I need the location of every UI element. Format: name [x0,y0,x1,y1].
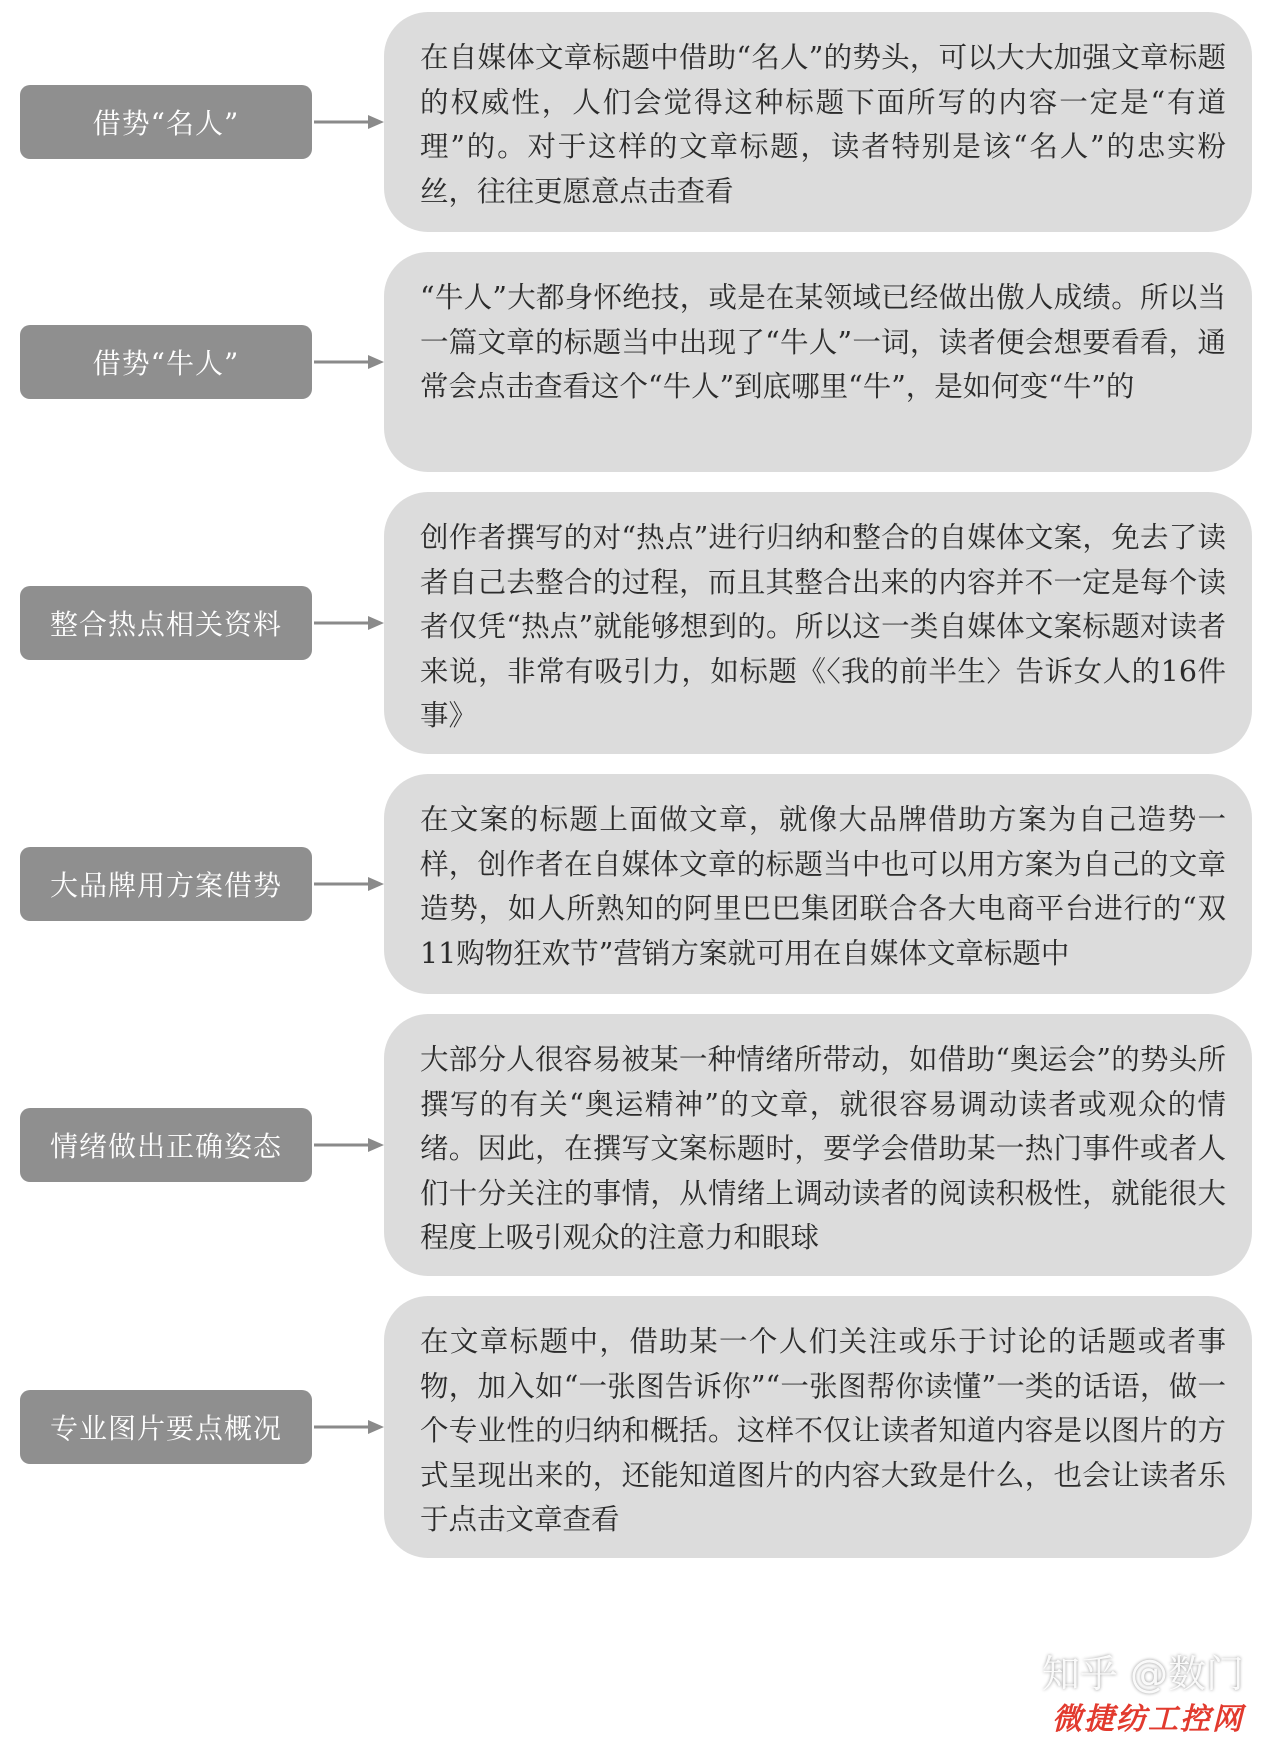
category-label: 借势“牛人” [20,325,312,399]
diagram-row-5 [0,1014,1280,1276]
arrow-right-icon [314,112,386,132]
arrow-right-icon [314,352,386,372]
category-label: 专业图片要点概况 [20,1390,312,1464]
arrow-right-icon [314,1417,386,1437]
description-box: 创作者撰写的对“热点”进行归纳和整合的自媒体文案，免去了读者自己去整合的过程，而且其整合出来的内容并不一定是每个读者仅凭“热点”就能够想到的。所以这一类自媒体文案标题对读者来说，非常有吸引力，如标题《〈我的前半生〉告诉女人的16件事》 [384,492,1252,754]
category-label: 情绪做出正确姿态 [20,1108,312,1182]
diagram-row-3 [0,492,1280,754]
diagram-row-4 [0,774,1280,994]
diagram-row-1 [0,12,1280,232]
description-box: 在文案的标题上面做文章，就像大品牌借助方案为自己造势一样，创作者在自媒体文章的标题当中也可以用方案为自己的文章造势，如人所熟知的阿里巴巴集团联合各大电商平台进行的“双11购物狂欢节”营销方案就可用在自媒体文章标题中 [384,774,1252,994]
description-box: 在文章标题中，借助某一个人们关注或乐于讨论的话题或者事物，加入如“一张图告诉你”“一张图帮你读懂”一类的话语，做一个专业性的归纳和概括。这样不仅让读者知道内容是以图片的方式呈现出来的，还能知道图片的内容大致是什么，也会让读者乐于点击文章查看 [384,1296,1252,1558]
description-box: 大部分人很容易被某一种情绪所带动，如借助“奥运会”的势头所撰写的有关“奥运精神”的文章，就很容易调动读者或观众的情绪。因此，在撰写文案标题时，要学会借助某一热门事件或者人们十分关注的事情，从情绪上调动读者的阅读积极性，就能很大程度上吸引观众的注意力和眼球 [384,1014,1252,1276]
category-label: 大品牌用方案借势 [20,847,312,921]
arrow-right-icon [314,613,386,633]
category-label: 借势“名人” [20,85,312,159]
arrow-right-icon [314,1135,386,1155]
watermark-site: 微捷纺工控网 [1052,1702,1244,1737]
arrow-right-icon [314,874,386,894]
watermark [1042,1643,1244,1738]
category-label: 整合热点相关资料 [20,586,312,660]
diagram-row-2 [0,252,1280,472]
watermark-zhihu: 知乎 @数门 [1041,1652,1244,1696]
description-box: “牛人”大都身怀绝技，或是在某领域已经做出傲人成绩。所以当一篇文章的标题当中出现了“牛人”一词，读者便会想要看看，通常会点击查看这个“牛人”到底哪里“牛”，是如何变“牛”的 [384,252,1252,472]
diagram-row-6 [0,1296,1280,1558]
description-box: 在自媒体文章标题中借助“名人”的势头，可以大大加强文章标题的权威性，人们会觉得这种标题下面所写的内容一定是“有道理”的。对于这样的文章标题，读者特别是该“名人”的忠实粉丝，往往更愿意点击查看 [384,12,1252,232]
